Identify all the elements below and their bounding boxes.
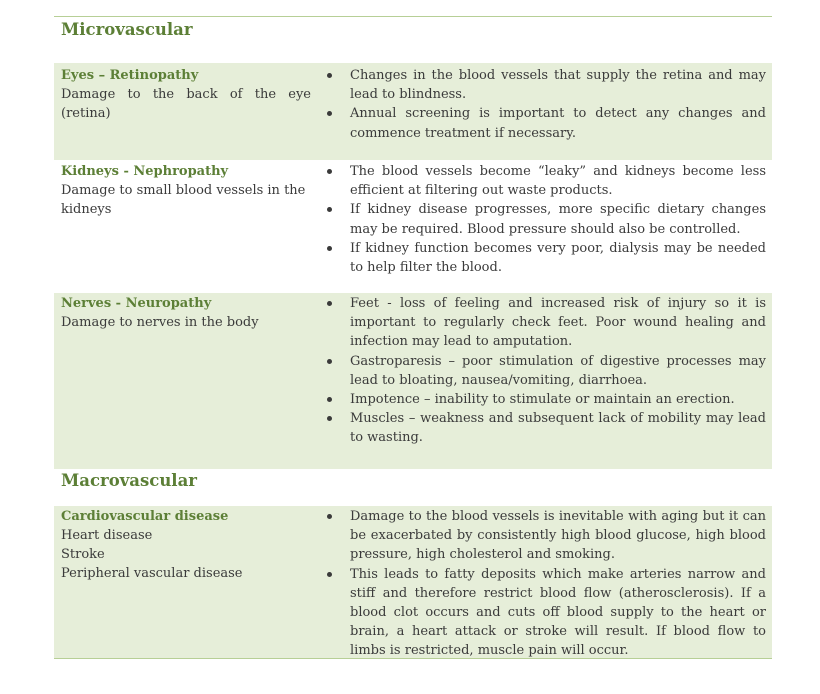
- bullet-icon: [327, 572, 332, 577]
- row-description: Damage to the back of the eye (retina): [61, 87, 311, 121]
- row-title: Kidneys - Nephropathy: [61, 164, 229, 179]
- complications-table: [54, 16, 772, 659]
- row-description-line: Heart disease: [61, 528, 153, 543]
- list-item: Damage to the blood vessels is inevitable with aging but it can be exacerbated by consistently high blood glucose, high blood pressure, high cholesterol and smoking.: [314, 507, 772, 565]
- row-label-cardiovascular: [54, 507, 314, 658]
- row-label-kidneys: [54, 162, 314, 293]
- row-description-line: Peripheral vascular disease: [61, 566, 243, 581]
- section-heading-macrovascular: Macrovascular: [61, 471, 197, 490]
- row-title: Eyes – Retinopathy: [61, 68, 199, 83]
- bullet-icon: [327, 359, 332, 364]
- list-item: If kidney function becomes very poor, dialysis may be needed to help filter the blood.: [314, 239, 772, 277]
- row-label-eyes: [54, 66, 314, 160]
- row-title: Cardiovascular disease: [61, 509, 229, 524]
- list-item: Muscles – weakness and subsequent lack of mobility may lead to wasting.: [314, 409, 772, 447]
- list-item: The blood vessels become “leaky” and kidneys become less efficient at filtering out waste products.: [314, 162, 772, 200]
- row-details-nerves: [314, 294, 772, 469]
- bullet-icon: [327, 301, 332, 306]
- list-item: Annual screening is important to detect any changes and commence treatment if necessary.: [314, 104, 772, 142]
- bullet-icon: [327, 111, 332, 116]
- row-title: Nerves - Neuropathy: [61, 296, 212, 311]
- row-details-cardiovascular: [314, 507, 772, 658]
- bullet-icon: [327, 416, 332, 421]
- bullet-icon: [327, 397, 332, 402]
- table-row-nerves: [54, 293, 772, 469]
- table-row-cardiovascular: [54, 506, 772, 658]
- list-item: Feet - loss of feeling and increased risk of injury so it is important to regularly check feet. Poor wound healing and infection may lead to amputation.: [314, 294, 772, 352]
- list-item: Impotence – inability to stimulate or maintain an erection.: [314, 390, 772, 409]
- list-item: If kidney disease progresses, more specific dietary changes may be required. Blood pressure should also be controlled.: [314, 200, 772, 238]
- bullet-icon: [327, 246, 332, 251]
- row-label-nerves: [54, 294, 314, 469]
- list-item: Gastroparesis – poor stimulation of digestive processes may lead to bloating, nausea/vomiting, diarrhoea.: [314, 352, 772, 390]
- bullet-icon: [327, 514, 332, 519]
- table-row-eyes: [54, 63, 772, 160]
- row-description: Damage to small blood vessels in the kidneys: [61, 183, 306, 217]
- bullet-icon: [327, 73, 332, 78]
- row-description: Damage to nerves in the body: [61, 315, 259, 330]
- section-heading-microvascular: Microvascular: [61, 20, 193, 39]
- row-details-eyes: [314, 66, 772, 160]
- row-description-line: Stroke: [61, 547, 105, 562]
- list-item: Changes in the blood vessels that supply the retina and may lead to blindness.: [314, 66, 772, 104]
- row-details-kidneys: [314, 162, 772, 293]
- table-row-kidneys: [54, 160, 772, 293]
- list-item: This leads to fatty deposits which make arteries narrow and stiff and therefore restrict blood flow (atherosclerosis). If a blood clot occurs and cuts off blood supply to the heart or brain, a heart attack or stroke will result. If blood flow to limbs is restricted, muscle pain will occur.: [314, 565, 772, 661]
- bullet-icon: [327, 207, 332, 212]
- bullet-icon: [327, 169, 332, 174]
